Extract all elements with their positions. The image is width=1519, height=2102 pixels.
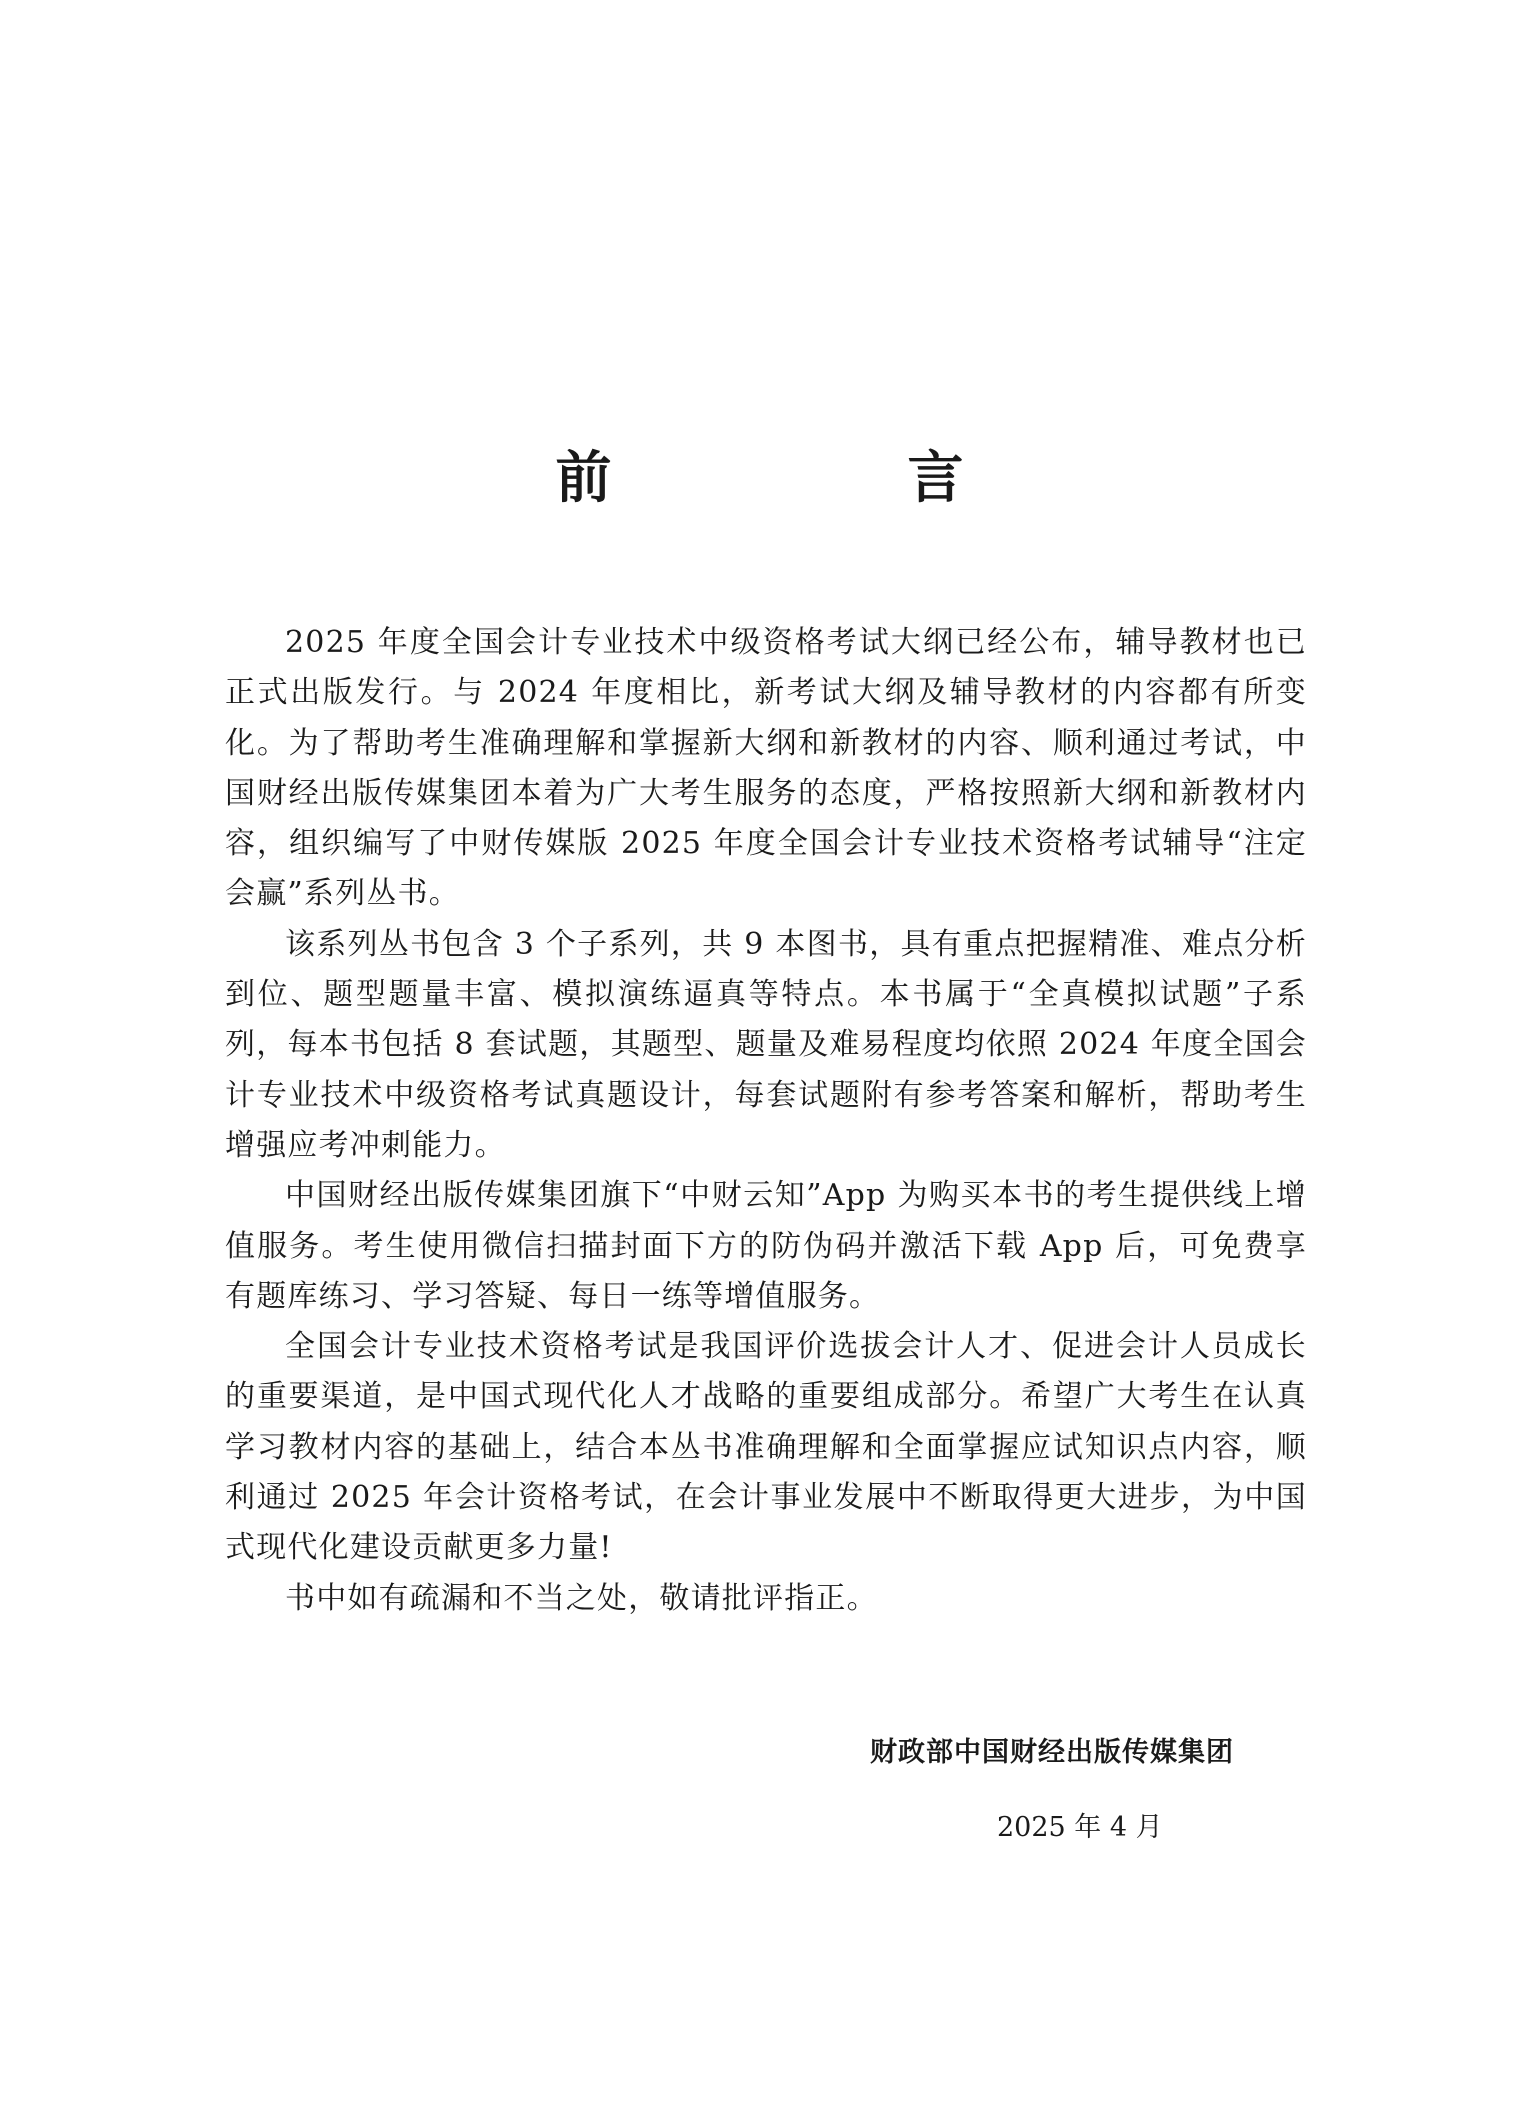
publisher-signature: 财政部中国财经出版传媒集团	[870, 1737, 1234, 1768]
paragraph-4: 全国会计专业技术资格考试是我国评价选拔会计人才、促进会计人员成长的重要渠道，是中国式现代化人才战略的重要组成部分。希望广大考生在认真学习教材内容的基础上，结合本丛书准确理解和全面掌握应试知识点内容，顺利通过 2025 年会计资格考试，在会计事业发展中不断取得更大进步，为中国式现代化建设贡献更多力量!	[225, 1329, 1307, 1566]
page-title: 前 言	[555, 444, 1084, 511]
paragraph-3: 中国财经出版传媒集团旗下“中财云知”App 为购买本书的考生提供线上增值服务。考生使用微信扫描封面下方的防伪码并激活下载 App 后，可免费享有题库练习、学习答疑、每日一练等增值服务。	[225, 1178, 1307, 1314]
publication-date: 2025 年 4 月	[997, 1812, 1163, 1843]
preface-body	[225, 618, 1307, 1624]
paragraph-1: 2025 年度全国会计专业技术中级资格考试大纲已经公布，辅导教材也已正式出版发行。与 2024 年度相比，新考试大纲及辅导教材的内容都有所变化。为了帮助考生准确理解和掌握新大纲和新教材的内容、顺利通过考试，中国财经出版传媒集团本着为广大考生服务的态度，严格按照新大纲和新教材内容，组织编写了中财传媒版 2025 年度全国会计专业技术资格考试辅导“注定会赢”系列丛书。	[225, 625, 1307, 912]
paragraph-2: 该系列丛书包含 3 个子系列，共 9 本图书，具有重点把握精准、难点分析到位、题型题量丰富、模拟演练逼真等特点。本书属于“全真模拟试题”子系列，每本书包括 8 套试题，其题型、题量及难易程度均依照 2024 年度全国会计专业技术中级资格考试真题设计，每套试题附有参考答案和解析，帮助考生增强应考冲刺能力。	[225, 926, 1307, 1163]
paragraph-5: 书中如有疏漏和不当之处，敬请批评指正。	[285, 1580, 878, 1616]
